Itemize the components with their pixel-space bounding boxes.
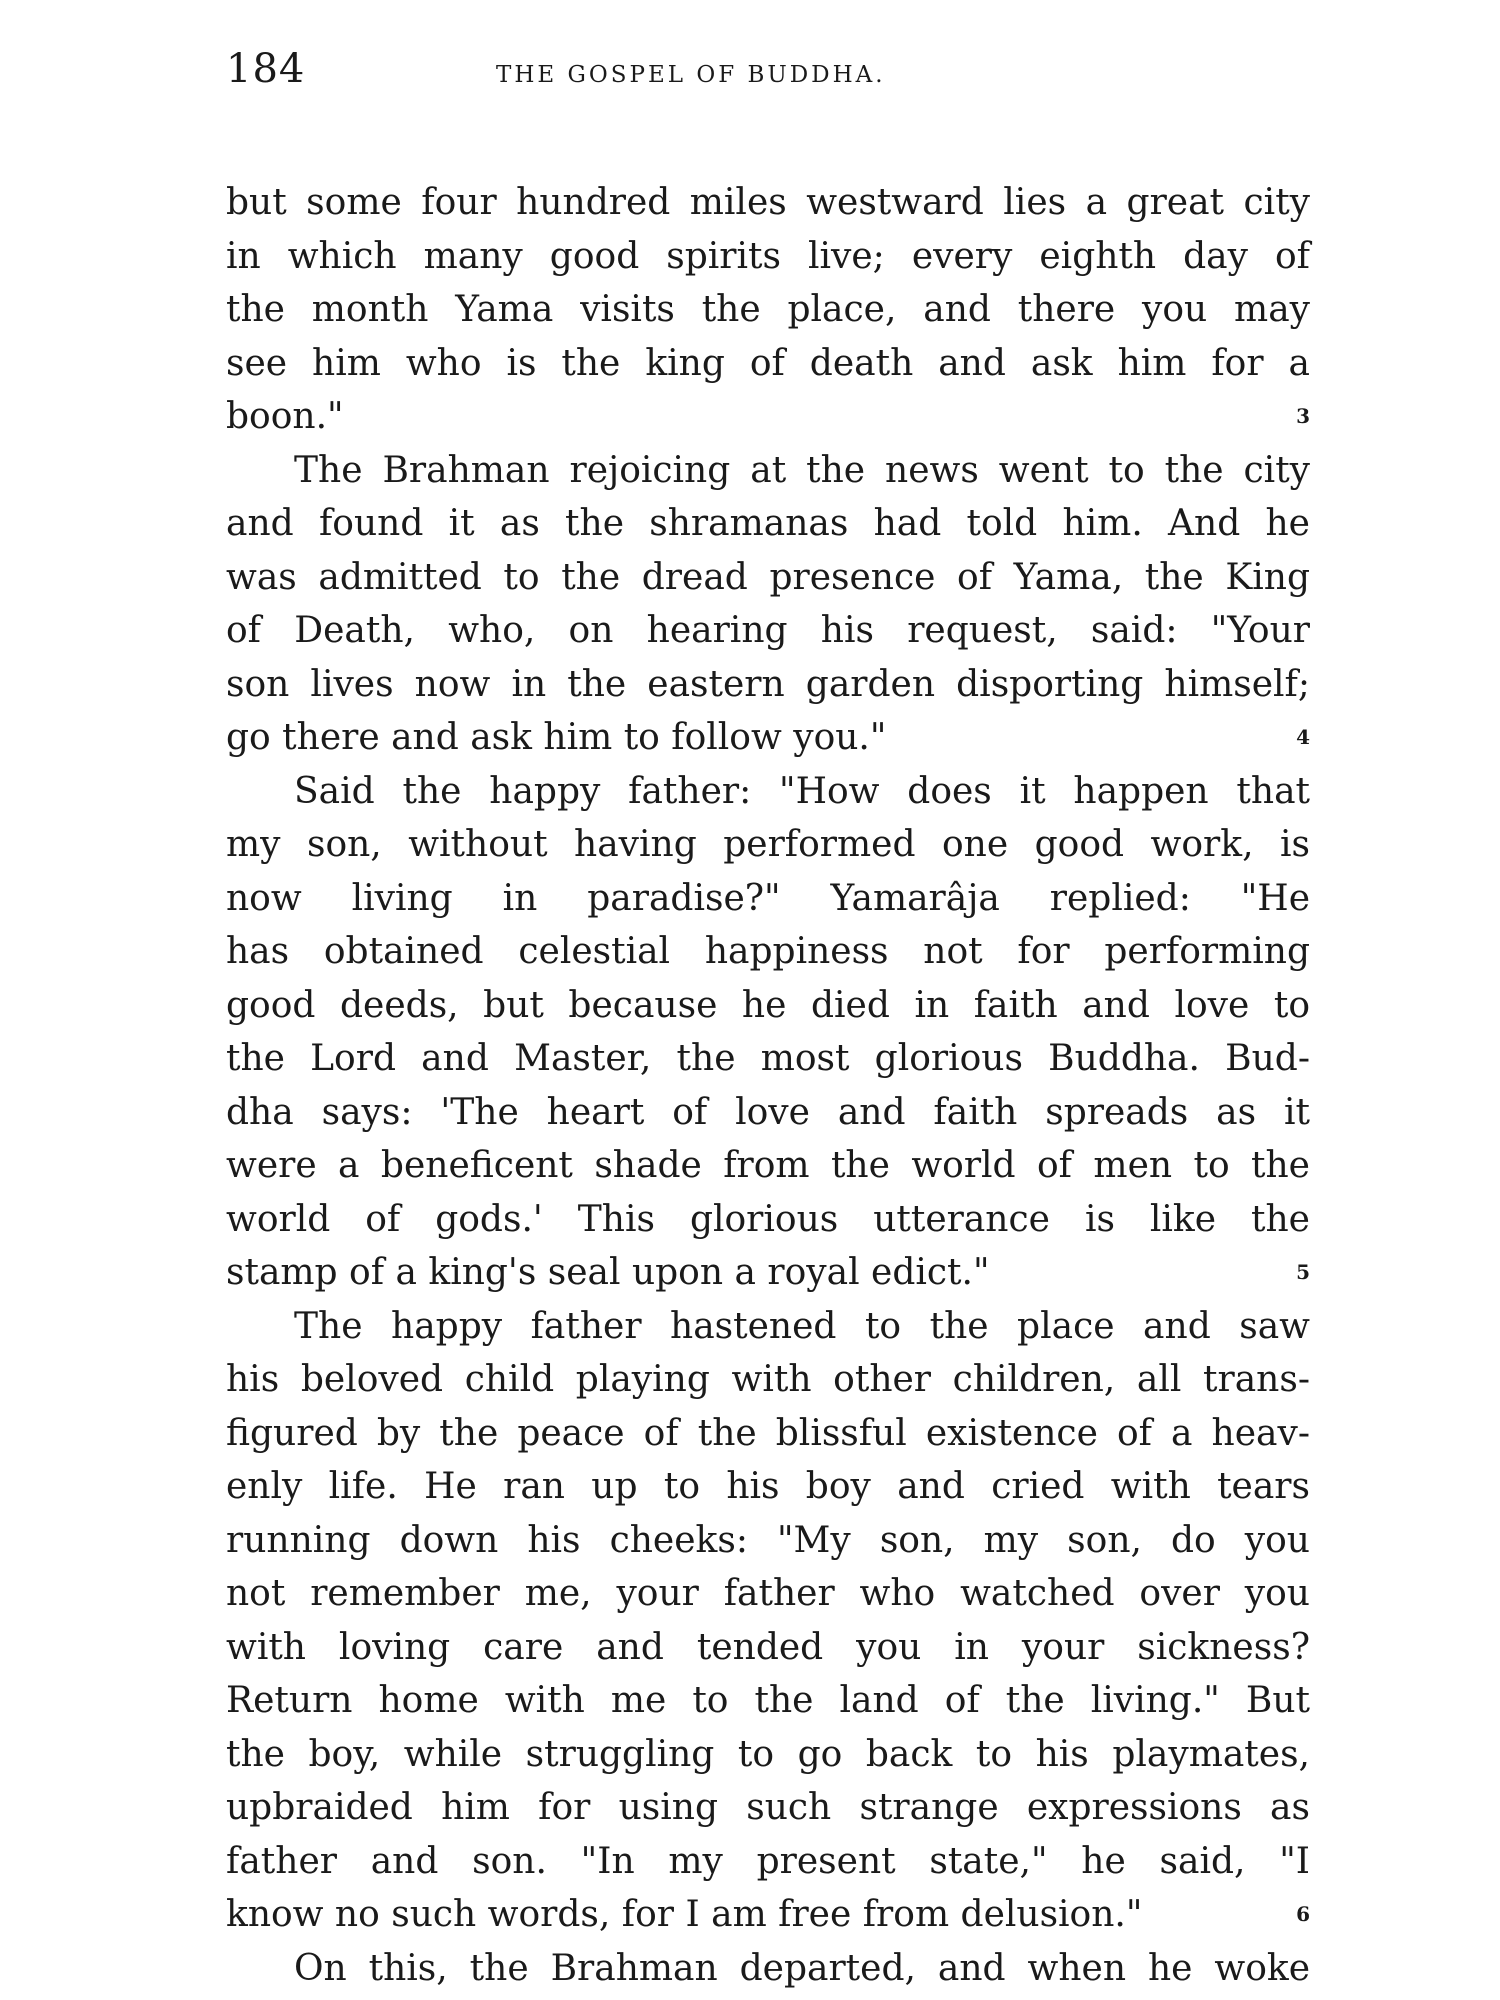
text-line: and found it as the shramanas had told him. And he (226, 503, 1310, 544)
text-line: The Brahman rejoicing at the news went to the city (294, 449, 1310, 491)
text-line: but some four hundred miles westward lies a great city (226, 182, 1310, 223)
page-header (226, 40, 1310, 110)
text-line: running down his cheeks: "My son, my son, do you (226, 1519, 1310, 1561)
page-number: 184 (226, 46, 306, 92)
text-line: his beloved child playing with other children, all trans- (226, 1359, 1310, 1400)
text-line: the Lord and Master, the most glorious Buddha. Bud- (226, 1038, 1310, 1079)
text-line: stamp of a king's seal upon a royal edict." (226, 1252, 990, 1293)
text-line: in which many good spirits live; every eighth day of (226, 235, 1310, 277)
text-line: enly life. He ran up to his boy and cried with tears (226, 1466, 1310, 1507)
text-line: the month Yama visits the place, and there you may (226, 289, 1310, 330)
text-line-with-verse (226, 390, 1310, 444)
text-line: now living in paradise?" Yamarâja replied: "He (226, 877, 1310, 919)
verse-number: 3 (1296, 404, 1310, 428)
text-line: dha says: 'The heart of love and faith spreads as it (226, 1091, 1310, 1133)
running-head: THE GOSPEL OF BUDDHA. (496, 62, 886, 88)
verse-number: 5 (1296, 1260, 1310, 1284)
text-line-with-verse (226, 1888, 1310, 1942)
text-line: with loving care and tended you in your sickness? (226, 1626, 1310, 1668)
text-line: of Death, who, on hearing his request, said: "Your (226, 610, 1310, 651)
text-line: not remember me, your father who watched over you (226, 1573, 1310, 1614)
text-line: my son, without having performed one good work, is (226, 824, 1310, 865)
text-line: On this, the Brahman departed, and when he woke (294, 1947, 1310, 1989)
verse-number: 4 (1296, 725, 1310, 749)
text-line: upbraided him for using such strange expressions as (226, 1787, 1310, 1828)
text-line: was admitted to the dread presence of Yama, the King (226, 556, 1310, 598)
text-line: father and son. "In my present state," he said, "I (226, 1840, 1310, 1882)
text-line: figured by the peace of the blissful existence of a heav- (226, 1412, 1310, 1454)
text-line: son lives now in the eastern garden disporting himself; (226, 663, 1310, 705)
book-page (226, 40, 1310, 1995)
text-line: go there and ask him to follow you." (226, 717, 887, 758)
text-line: boon." (226, 396, 344, 437)
text-line: The happy father hastened to the place and saw (294, 1305, 1310, 1347)
text-line: has obtained celestial happiness not for performing (226, 931, 1310, 972)
verse-number: 6 (1296, 1902, 1310, 1926)
text-line: were a beneficent shade from the world of men to the (226, 1145, 1310, 1186)
text-line: Said the happy father: "How does it happen that (294, 770, 1310, 812)
text-line: the boy, while struggling to go back to his playmates, (226, 1733, 1310, 1775)
text-line-with-verse (226, 1246, 1310, 1300)
text-line-with-verse (226, 711, 1310, 765)
text-line: Return home with me to the land of the living." But (226, 1680, 1310, 1721)
text-line: see him who is the king of death and ask him for a (226, 342, 1310, 384)
page-body (226, 176, 1310, 1995)
text-line: world of gods.' This glorious utterance is like the (226, 1198, 1310, 1240)
text-line: know no such words, for I am free from delusion." (226, 1894, 1143, 1935)
text-line: good deeds, but because he died in faith and love to (226, 984, 1310, 1026)
